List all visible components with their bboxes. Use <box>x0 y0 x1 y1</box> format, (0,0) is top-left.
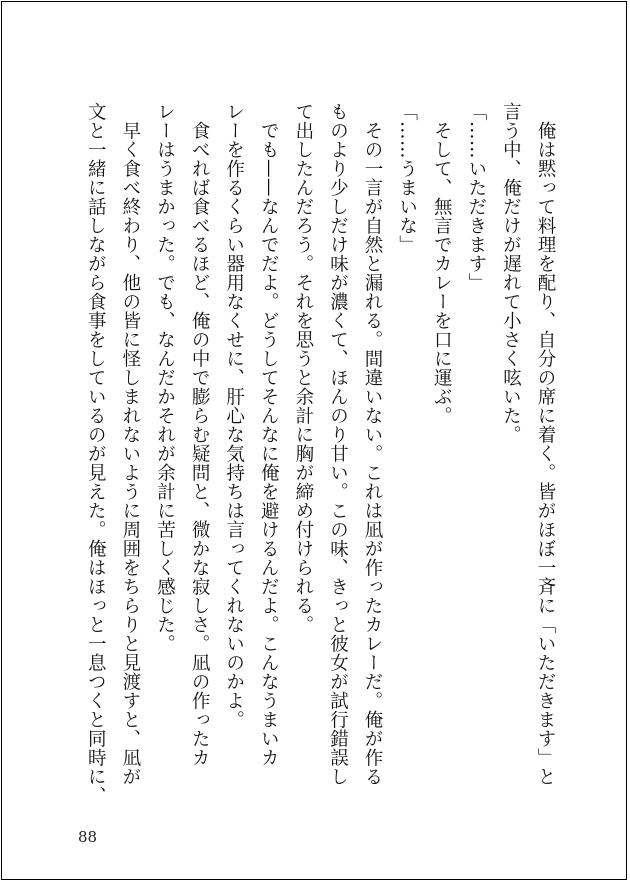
text-line: 言う中、俺だけが遅れて小さく呟いた。 <box>500 102 522 444</box>
text-line: その一言が自然と漏れる。間違いない。これは凪が作ったカレーだ。俺が作る <box>362 102 384 786</box>
text-line: レーを作るくらい器用なくせに、肝心な気持ちは言ってくれないのかよ。 <box>223 102 245 729</box>
text-line: そして、無言でカレーを口に運ぶ。 <box>431 102 453 425</box>
text-line: 俺は黙って料理を配り、自分の席に着く。皆がほぼ一斉に「いただきます」と <box>535 102 556 786</box>
text-line: レーはうまかった。でも、なんだかそれが余計に苦しく感じた。 <box>154 102 176 653</box>
text-line: ものより少しだけ味が濃くて、ほんのり甘い。この味、きっと彼女が試行錯誤し <box>327 102 349 786</box>
text-line: 「……うまいな」 <box>396 102 418 254</box>
text-line: 文と一緒に話しながら食事をしているのが見えた。俺はほっと一息つくと同時に、 <box>85 102 107 805</box>
text-line: て出したんだろう。それを思うと余計に胸が締め付けられる。 <box>292 102 314 634</box>
page-number: 88 <box>78 828 98 846</box>
text-line: 早く食べ終わり、他の皆に怪しまれないように周囲をちらりと見渡すと、凪が <box>119 102 141 786</box>
vertical-text-body <box>72 102 562 820</box>
text-line: 「……いただきます」 <box>465 102 487 292</box>
book-page <box>1 1 627 880</box>
text-line: 食べれば食べるほど、俺の中で膨らむ疑問と、微かな寂しさ。凪の作ったカ <box>189 102 211 767</box>
text-line: でも——なんでだよ。どうしてそんなに俺を避けるんだよ。こんなうまいカ <box>258 102 280 767</box>
